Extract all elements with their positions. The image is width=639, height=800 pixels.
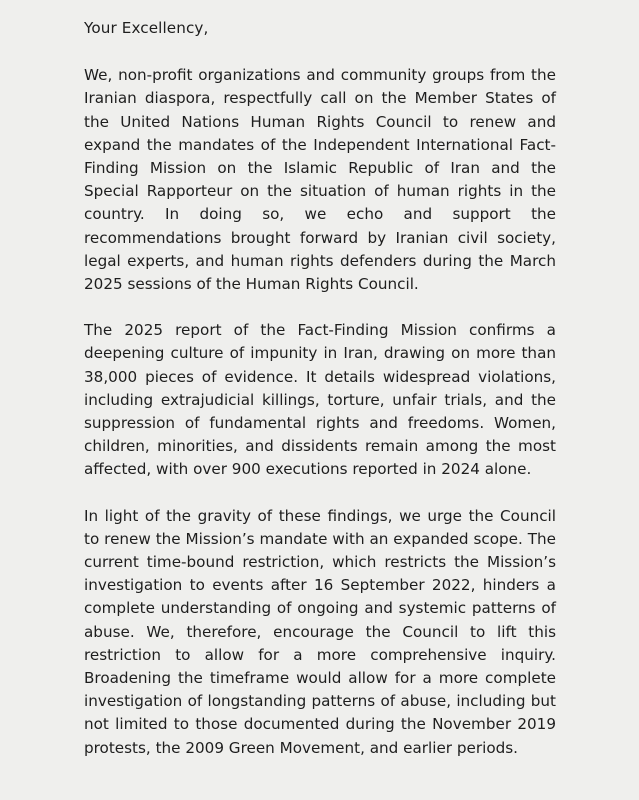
paragraph-2: The 2025 report of the Fact-Finding Mission confirms a deepening culture of impunity in Iran, drawing on more than 38,000 pieces of evidence. It details widespread violations, including extrajudicial killings, torture, unfair trials, and the suppression of fundamental rights and freedoms. Women, children, minorities, and dissidents remain among the most affected, with over 900 executions reported in 2024 alone. <box>84 321 556 479</box>
paragraph-1: We, non-profit organizations and community groups from the Iranian diaspora, respectfully call on the Member States of the United Nations Human Rights Council to renew and expand the mandates of the Independent International Fact-Finding Mission on the Islamic Republic of Iran and the Special Rapporteur on the situation of human rights in the country. In doing so, we echo and support the recommendations brought forward by Iranian civil society, legal experts, and human rights defenders during the March 2025 sessions of the Human Rights Council. <box>84 66 556 294</box>
salutation: Your Excellency, <box>84 19 209 37</box>
paragraph-3: In light of the gravity of these findings, we urge the Council to renew the Mission’s mandate with an expanded scope. The current time-bound restriction, which restricts the Mission’s investigation to events after 16 September 2022, hinders a complete understanding of ongoing and systemic patterns of abuse. We, therefore, encourage the Council to lift this restriction to allow for a more comprehensive inquiry. Broadening the timeframe would allow for a more complete investigation of longstanding patterns of abuse, including but not limited to those documented during the November 2019 protests, the 2009 Green Movement, and earlier periods. <box>84 506 556 757</box>
